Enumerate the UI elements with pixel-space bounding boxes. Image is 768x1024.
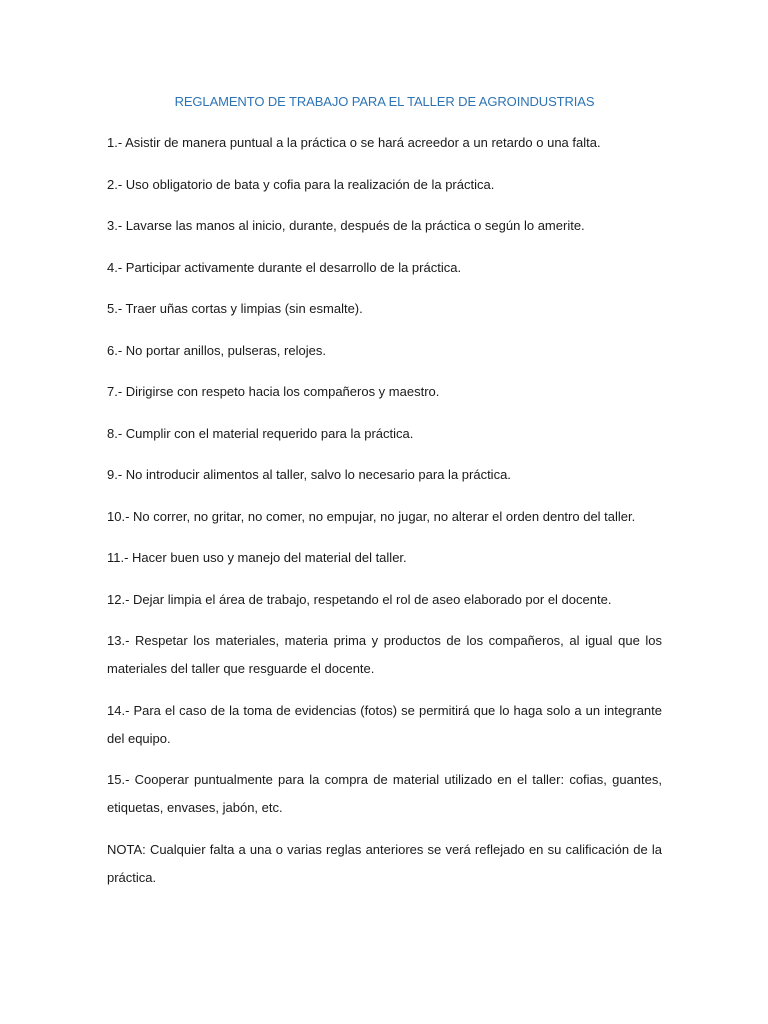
note-text: Cualquier falta a una o varias reglas anteriores se verá reflejado en su calificación de la práctica. xyxy=(107,841,662,885)
rule-2: 2.- Uso obligatorio de bata y cofia para la realización de la práctica. xyxy=(107,176,495,192)
rule-11: 11.- Hacer buen uso y manejo del material del taller. xyxy=(107,550,407,565)
rule-6: 6.- No portar anillos, pulseras, relojes. xyxy=(107,342,326,358)
rule-4: 4.- Participar activamente durante el desarrollo de la práctica. xyxy=(107,259,462,275)
document-page xyxy=(107,94,662,905)
document-title: REGLAMENTO DE TRABAJO PARA EL TALLER DE AGROINDUSTRIAS xyxy=(174,94,595,109)
rule-8: 8.- Cumplir con el material requerido para la práctica. xyxy=(107,425,414,441)
rule-9: 9.- No introducir alimentos al taller, salvo lo necesario para la práctica. xyxy=(107,467,511,482)
rule-14: 14.- Para el caso de la toma de evidencias (fotos) se permitirá que lo haga solo a un integrante del equipo. xyxy=(107,702,662,746)
note-paragraph xyxy=(107,836,662,892)
rule-7: 7.- Dirigirse con respeto hacia los compañeros y maestro. xyxy=(107,384,440,399)
rule-13: 13.- Respetar los materiales, materia prima y productos de los compañeros, al igual que los materiales del taller que resguarde el docente. xyxy=(107,633,662,676)
rule-1: 1.- Asistir de manera puntual a la práctica o se hará acreedor a un retardo o una falta. xyxy=(107,135,601,150)
rule-5: 5.- Traer uñas cortas y limpias (sin esmalte). xyxy=(107,301,363,316)
rule-15: 15.- Cooperar puntualmente para la compra de material utilizado en el taller: cofias, guantes, etiquetas, envases, jabón, etc. xyxy=(107,772,662,815)
rule-10: 10.- No correr, no gritar, no comer, no empujar, no jugar, no alterar el orden dentro del taller. xyxy=(107,508,636,524)
rule-12: 12.- Dejar limpia el área de trabajo, respetando el rol de aseo elaborado por el docente. xyxy=(107,591,612,607)
rule-3: 3.- Lavarse las manos al inicio, durante, después de la práctica o según lo amerite. xyxy=(107,218,585,233)
note-label: NOTA: xyxy=(107,841,146,857)
